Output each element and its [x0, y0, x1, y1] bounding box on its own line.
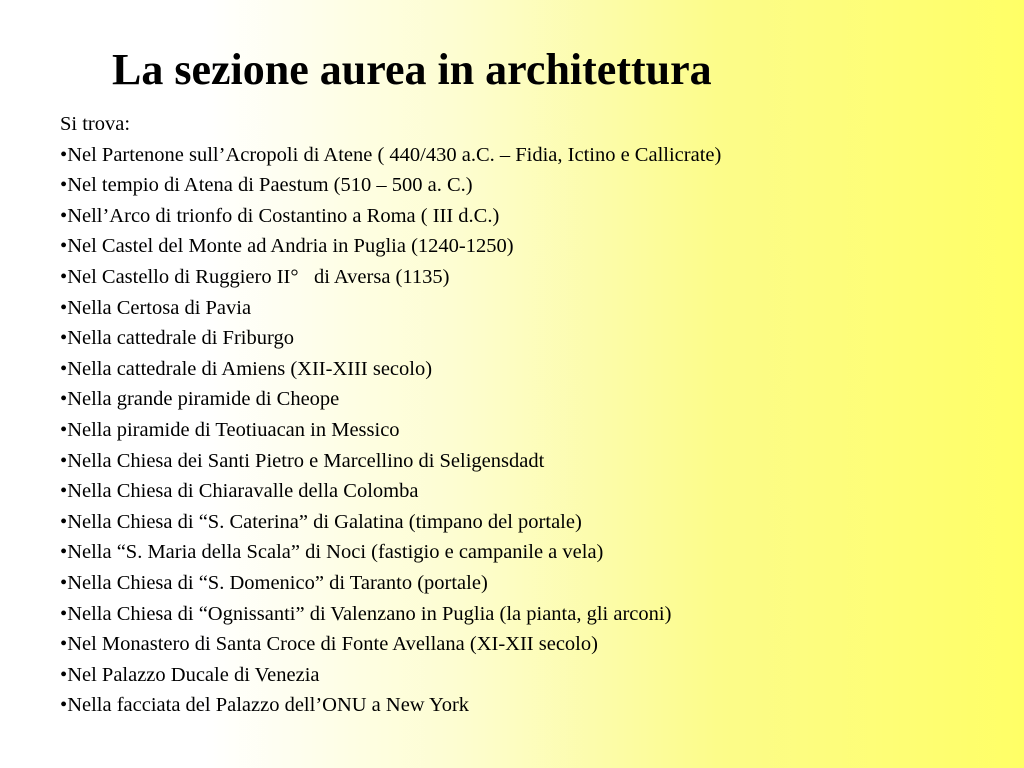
bullet-icon: •	[60, 480, 68, 503]
list-item	[60, 537, 1010, 568]
bullet-icon: •	[60, 265, 68, 288]
list-item	[60, 384, 1010, 415]
list-item	[60, 599, 1010, 630]
list-item	[60, 231, 1010, 262]
bullet-icon: •	[60, 357, 68, 380]
bullet-icon: •	[60, 694, 68, 717]
list-item	[60, 446, 1010, 477]
list-item	[60, 323, 1010, 354]
bullet-icon: •	[60, 143, 68, 166]
list-item-text: Nel Monastero di Santa Croce di Fonte Avellana (XI-XII secolo)	[67, 633, 598, 656]
list-item	[60, 170, 1010, 201]
bullet-icon: •	[60, 418, 68, 441]
bullet-icon: •	[60, 663, 68, 686]
list-item-text: Nell’Arco di trionfo di Costantino a Roma ( III d.C.)	[67, 204, 500, 227]
list-item-text: Nella facciata del Palazzo dell’ONU a New York	[67, 694, 470, 717]
list-item-text: Nel tempio di Atena di Paestum (510 – 500 a. C.)	[67, 174, 473, 197]
list-item-text: Nella Chiesa di “Ognissanti” di Valenzano in Puglia (la pianta, gli arconi)	[67, 602, 672, 625]
list-item-text: Nella Chiesa di Chiaravalle della Colomba	[67, 480, 419, 503]
list-item-text: Nella Certosa di Pavia	[67, 296, 252, 319]
list-item	[60, 568, 1010, 599]
list-item-text: Nel Palazzo Ducale di Venezia	[67, 663, 320, 686]
list-item	[60, 201, 1010, 232]
slide-title: La sezione aurea in architettura	[112, 45, 712, 94]
bullet-icon: •	[60, 174, 68, 197]
list-item-text: Nella Chiesa dei Santi Pietro e Marcellino di Seligensdadt	[67, 449, 545, 472]
bullet-icon: •	[60, 602, 68, 625]
list-item-text: Nel Castello di Ruggiero II° di Aversa (1135)	[67, 265, 450, 288]
bullet-icon: •	[60, 327, 68, 350]
list-item-text: Nella grande piramide di Cheope	[67, 388, 340, 411]
list-item-text: Nella cattedrale di Amiens (XII-XIII secolo)	[67, 357, 433, 380]
list-item	[60, 293, 1010, 324]
bullet-icon: •	[60, 633, 68, 656]
list-item	[60, 690, 1010, 721]
list-item	[60, 354, 1010, 385]
bullet-icon: •	[60, 296, 68, 319]
list-item	[60, 660, 1010, 691]
bullet-icon: •	[60, 204, 68, 227]
slide-body	[60, 109, 1010, 721]
list-item-text: Nella cattedrale di Friburgo	[67, 327, 294, 350]
list-item	[60, 476, 1010, 507]
list-item-text: Nel Castel del Monte ad Andria in Puglia (1240-1250)	[67, 235, 514, 258]
bullet-icon: •	[60, 388, 68, 411]
bullet-icon: •	[60, 449, 68, 472]
list-item-text: Nel Partenone sull’Acropoli di Atene ( 440/430 a.C. – Fidia, Ictino e Callicrate)	[67, 143, 722, 166]
intro-text: Si trova:	[60, 113, 131, 135]
bullet-icon: •	[60, 235, 68, 258]
list-item	[60, 262, 1010, 293]
bullet-icon: •	[60, 571, 68, 594]
list-item	[60, 140, 1010, 171]
list-item-text: Nella “S. Maria della Scala” di Noci (fastigio e campanile a vela)	[67, 541, 604, 564]
bullet-icon: •	[60, 510, 68, 533]
bullet-icon: •	[60, 541, 68, 564]
list-item	[60, 507, 1010, 538]
list-item	[60, 629, 1010, 660]
location-list	[60, 140, 1010, 721]
list-item-text: Nella Chiesa di “S. Caterina” di Galatina (timpano del portale)	[67, 510, 582, 533]
list-item	[60, 415, 1010, 446]
list-item-text: Nella piramide di Teotiuacan in Messico	[67, 418, 400, 441]
list-item-text: Nella Chiesa di “S. Domenico” di Taranto (portale)	[67, 571, 488, 594]
